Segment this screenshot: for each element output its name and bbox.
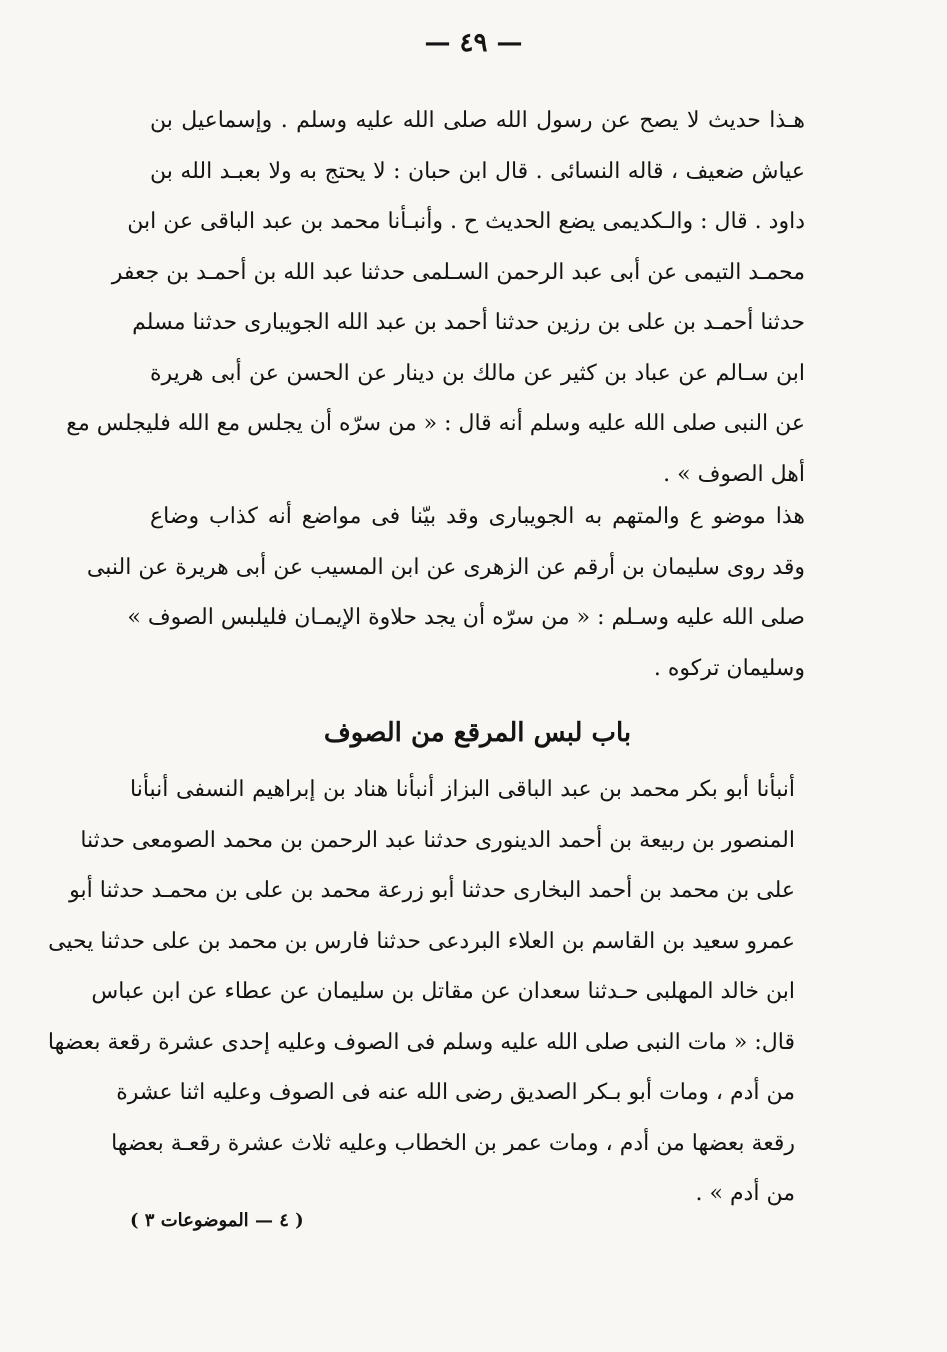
paragraph-3 bbox=[47, 765, 795, 1220]
text-line: على بن محمد بن أحمد البخارى حدثنا أبو زرعة محمد بن على بن محمـد حدثنا أبو bbox=[69, 878, 795, 903]
page-number: — ٤٩ — bbox=[424, 28, 523, 58]
text-line: عياش ضعيف ، قاله النسائى . قال ابن حبان : لا يحتج به ولا بعبـد الله بن bbox=[150, 158, 805, 184]
text-line: من أدم » . bbox=[695, 1181, 795, 1206]
text-line: وسليمان تركوه . bbox=[653, 655, 805, 681]
text-line: المنصور بن ربيعة بن أحمد الدينورى حدثنا عبد الرحمن بن محمد الصومعى حدثنا bbox=[80, 827, 795, 853]
text-line: أنبأنا أبو بكر محمد بن عبد الباقى البزاز أنبأنا هناد بن إبراهيم النسفى أنبأنا bbox=[130, 777, 795, 802]
text-line: محمـد التيمى عن أبى عبد الرحمن السـلمى حدثنا عبد الله بن أحمـد بن جعفر bbox=[111, 259, 805, 285]
text-line: عن النبى صلى الله عليه وسلم أنه قال : « من سرّه أن يجلس مع الله فليجلس مع bbox=[66, 411, 805, 436]
paragraph-1 bbox=[66, 96, 805, 500]
text-line: أهل الصوف » . bbox=[663, 461, 805, 487]
text-line: حدثنا أحمـد بن على بن رزين حدثنا أحمد بن عبد الله الجويبارى حدثنا مسلم bbox=[132, 310, 805, 335]
section-heading: باب لبس المرقع من الصوف bbox=[323, 718, 632, 748]
text-line: صلى الله عليه وسـلم : « من سرّه أن يجد حلاوة الإيمـان فليلبس الصوف » bbox=[127, 605, 805, 630]
text-line: ابن سـالم عن عباد بن كثير عن مالك بن دينار عن الحسن عن أبى هريرة bbox=[150, 360, 805, 386]
text-line: داود . قال : والـكديمى يضع الحديث ح . وأنبـأنا محمد بن عبد الباقى عن ابن bbox=[127, 209, 805, 234]
page-footer-signature: ( ٤ — الموضوعات ٣ ) bbox=[130, 1210, 304, 1231]
text-line: هـذا حديث لا يصح عن رسول الله صلى الله عليه وسلم . وإسماعيل بن bbox=[150, 108, 805, 133]
text-line: ابن خالد المهلبى حـدثنا سعدان عن مقاتل بن سليمان عن عطاء عن ابن عباس bbox=[91, 979, 795, 1004]
text-line: قال: « مات النبى صلى الله عليه وسلم فى الصوف وعليه إحدى عشرة رقعة بعضها bbox=[47, 1029, 795, 1055]
text-line: وقد روى سليمان بن أرقم عن الزهرى عن ابن المسيب عن أبى هريرة عن النبى bbox=[86, 554, 805, 580]
paragraph-2 bbox=[86, 492, 805, 694]
text-line: من أدم ، ومات أبو بـكر الصديق رضى الله عنه فى الصوف وعليه اثنا عشرة bbox=[116, 1080, 795, 1105]
text-line: عمرو سعيد بن القاسم بن العلاء البردعى حدثنا فارس بن محمد بن على حدثنا يحيى bbox=[48, 928, 795, 954]
text-line: هذا موضو ع والمتهم به الجويبارى وقد بيّنا فى مواضع أنه كذاب وضاع bbox=[150, 504, 805, 529]
text-line: رقعة بعضها من أدم ، ومات عمر بن الخطاب وعليه ثلاث عشرة رقعـة بعضها bbox=[111, 1130, 795, 1156]
